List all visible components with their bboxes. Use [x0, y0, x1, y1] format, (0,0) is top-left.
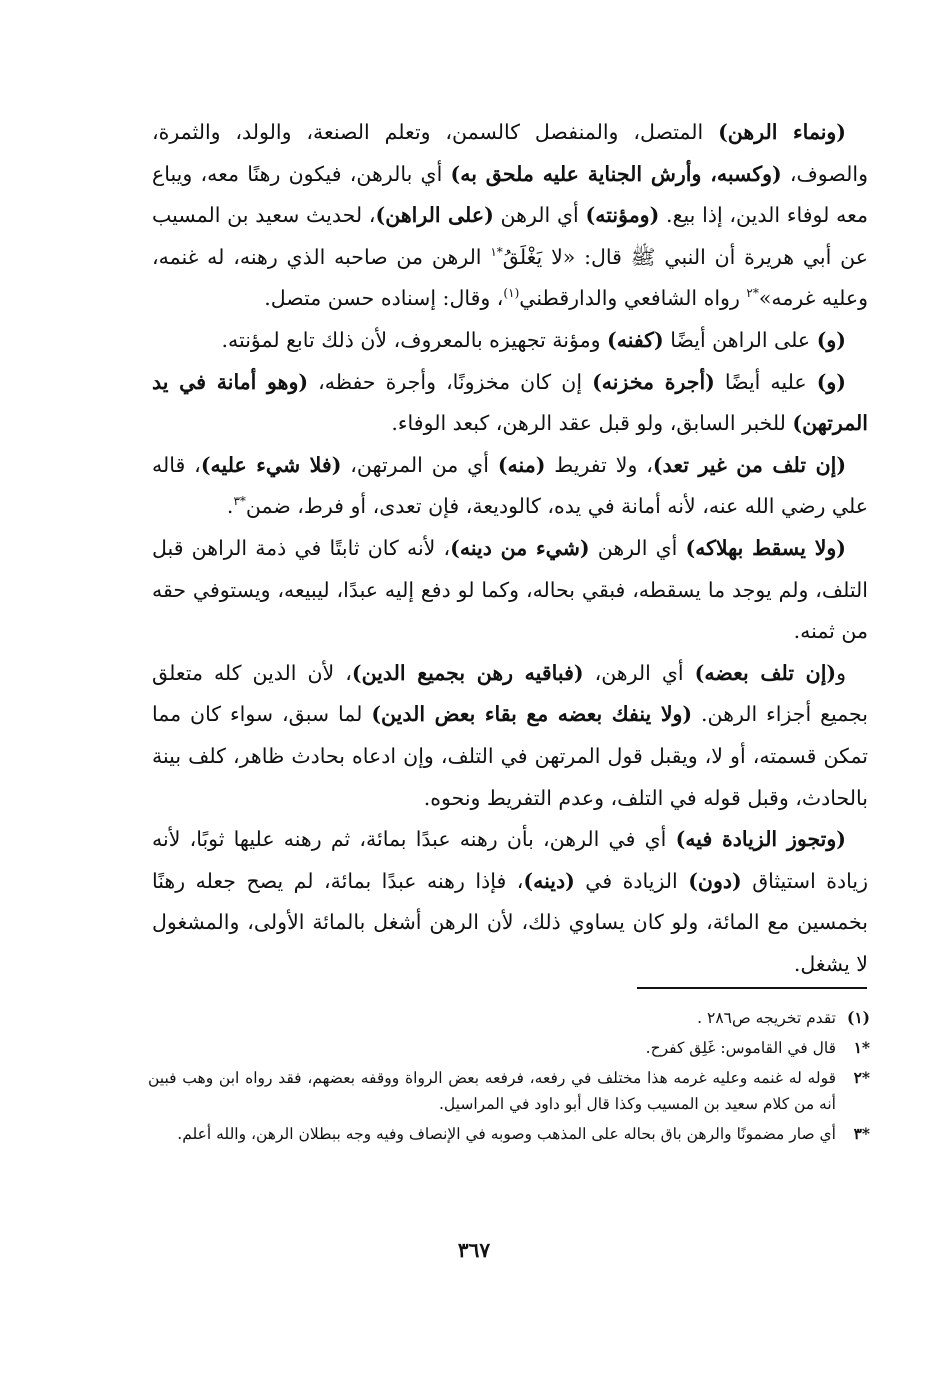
sharh-text: ، لأن الدين كله متعلق بجميع أجزاء الرهن. [152, 660, 868, 727]
footnote-item [148, 1065, 870, 1117]
main-text-body [152, 112, 868, 985]
matn-text: (و) [816, 369, 846, 394]
paragraph [152, 362, 868, 445]
matn-text: (أجرة مخزنه) [592, 369, 715, 394]
sharh-text: إن كان مخزونًا، وأجرة حفظه، [308, 369, 593, 394]
sharh-text: ومؤنة تجهيزه بالمعروف، لأن ذلك تابع لمؤنته. [221, 327, 607, 352]
footnote-text: تقدم تخريجه ص٢٨٦ . [697, 1009, 836, 1027]
sharh-text: ، لأنه كان ثابتًا في ذمة الراهن قبل التلف، ولم يوجد ما يسقطه، فبقي بحاله، وكما لو دفع إليه عبدًا، ليبيعه، ويستوفي حقه من ثمنه. [152, 535, 868, 644]
matn-text: (منه) [497, 452, 546, 477]
footnote-marker: (١) [846, 1008, 870, 1027]
paragraph [152, 819, 868, 985]
paragraph [152, 653, 868, 819]
footnote-marker: *٣ [853, 1124, 870, 1143]
matn-text: (ونماء الرهن) [718, 120, 846, 144]
matn-text: (وكسبه، وأرش الجناية عليه ملحق به) [450, 161, 782, 186]
sharh-text: الرهن من صاحبه الذي رهنه، له غنمه، وعليه غرمه» [152, 244, 868, 311]
sharh-text: ، لحديث سعيد بن المسيب عن أبي هريرة أن النبي ﷺ قال: «لا يَغْلَقُ [152, 203, 868, 269]
sharh-text: أي الرهن [493, 203, 586, 228]
matn-text: (دون) [688, 868, 742, 893]
sharh-text: أي في الرهن، بأن رهنه عبدًا بمائة، ثم رهنه عليها ثوبًا، لأنه زيادة استيثاق [152, 827, 868, 893]
footnote-text: قوله له غنمه وعليه غرمه هذا مختلف في رفعه، فرفعه بعض الرواة ووقفه بعضهم، فقد رواه ابن وهب فبين أنه من كلام سعيد بن المسيب وكذا قال أبو داود في المراسيل. [148, 1069, 836, 1113]
matn-text: (فباقيه رهن بجميع الدين) [351, 660, 584, 685]
footnote-marker: *٢ [853, 1068, 870, 1087]
sharh-text: ، قاله علي رضي الله عنه، لأنه أمانة في يده، كالوديعة، فإن تعدى، أو فرط، ضمن [152, 452, 868, 519]
sharh-text: لما سبق، سواء كان مما تمكن قسمته، أو لا، ويقبل قول المرتهن في التلف، وإن ادعاه بحادث ظاهر، كلف بينة بالحادث، وقبل قوله في التلف، وعدم التفريط ونحوه. [152, 702, 868, 810]
footnote-reference: *٣ [233, 494, 246, 509]
sharh-text: و [836, 660, 847, 685]
matn-text: (ومؤنته) [585, 203, 660, 228]
sharh-text: ، وقال: إسناده حسن متصل. [264, 286, 504, 311]
footnote-text: أي صار مضمونًا والرهن باق بحاله على المذهب وصوبه في الإنصاف وفيه وجه ببطلان الرهن، والله أعلم. [177, 1125, 836, 1143]
footnote-separator [637, 987, 867, 989]
matn-text: (وتجوز الزيادة فيه) [675, 827, 846, 852]
footnote-item [148, 1005, 870, 1031]
sharh-text: أي الرهن [589, 535, 686, 560]
sharh-text: للخبر السابق، ولو قبل عقد الرهن، كبعد الوفاء. [391, 411, 793, 436]
sharh-text: أي الرهن، [583, 660, 695, 685]
matn-text: (شيء من دينه) [450, 535, 590, 560]
matn-text: (إن تلف بعضه) [694, 660, 837, 685]
sharh-text: أي من المرتهن، [341, 452, 498, 477]
footnotes-section [148, 1005, 870, 1151]
page-number: ٣٦٧ [457, 1238, 491, 1262]
matn-text: (فلا شيء عليه) [200, 452, 342, 477]
sharh-text: المتصل، والمنفصل كالسمن، وتعلم الصنعة، والولد، والثمرة، والصوف، [152, 120, 869, 186]
sharh-text: ، ولا تفريط [545, 452, 653, 477]
footnote-reference: *١ [490, 244, 503, 259]
sharh-text: على الراهن أيضًا [663, 327, 817, 352]
sharh-text: أي بالرهن، فيكون رهنًا معه، ويباع معه لوفاء الدين، إذا بيع. [152, 161, 868, 228]
matn-text: (إن تلف من غير تعد) [652, 452, 847, 477]
footnote-reference: *٢ [746, 286, 759, 301]
footnote-text: قال في القاموس: غَلِق كفرح. [645, 1039, 836, 1057]
matn-text: (ولا يسقط بهلاكه) [685, 535, 846, 560]
matn-text: (وهو أمانة في يد المرتهن) [152, 369, 868, 436]
footnote-reference: (١) [503, 286, 520, 301]
footnote-item [148, 1121, 870, 1147]
footnote-marker: *١ [853, 1038, 870, 1057]
sharh-text: رواه الشافعي والدارقطني [519, 286, 747, 311]
matn-text: (ولا ينفك بعضه مع بقاء بعض الدين) [371, 702, 693, 727]
paragraph [152, 320, 868, 362]
footnote-item [148, 1035, 870, 1061]
sharh-text: ، فإذا رهنه عبدًا بمائة، لم يصح جعله رهنًا بخمسين مع المائة، ولو كان يساوي ذلك، لأن الرهن أشغل بالمائة الأولى، والمشغول لا يشغل. [152, 868, 868, 976]
matn-text: (دينه) [523, 868, 575, 893]
matn-text: (و) [816, 327, 846, 352]
paragraph [152, 528, 868, 653]
paragraph [152, 445, 868, 528]
paragraph [152, 112, 868, 320]
sharh-text: الزيادة في [574, 868, 689, 893]
sharh-text: عليه أيضًا [714, 369, 817, 394]
sharh-text: . [226, 494, 234, 519]
matn-text: (كفنه) [607, 327, 664, 352]
matn-text: (على الراهن) [375, 203, 494, 228]
